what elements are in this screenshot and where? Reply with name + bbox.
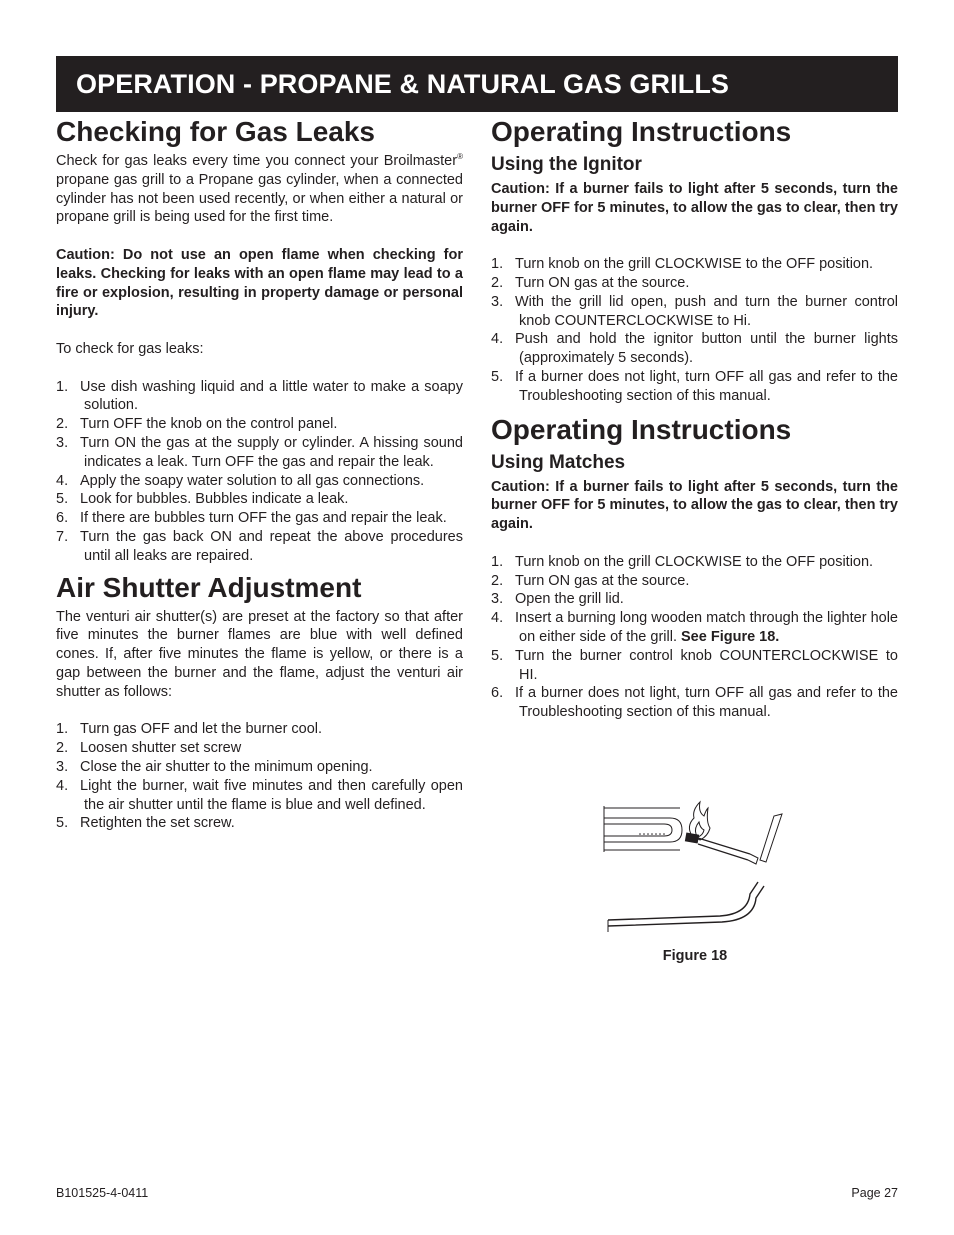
ignitor-subheading: Using the Ignitor — [491, 154, 642, 175]
air-shutter-heading: Air Shutter Adjustment — [56, 571, 362, 603]
ignitor-caution: Caution: If a burner fails to light after 5 seconds, turn the burner OFF for 5 minutes, to allow the gas to clear, then try again. — [491, 181, 898, 235]
matches-caution: Caution: If a burner fails to light after 5 seconds, turn the burner OFF for 5 minutes, to allow the gas to clear, then try again. — [491, 478, 898, 533]
list-item: 4. Light the burner, wait five minutes and then carefully open the air shutter until the flame is blue and well defined. — [56, 777, 463, 813]
list-item: 6. If there are bubbles turn OFF the gas and repair the leak. — [56, 510, 447, 527]
list-item: 1. Use dish washing liquid and a little water to make a soapy solution. — [56, 378, 463, 414]
matches-heading: Operating Instructions — [491, 413, 792, 445]
ignitor-steps — [491, 255, 898, 405]
list-item: 3. Turn ON the gas at the supply or cylinder. A hissing sound indicates a leak. Turn OFF the gas and repair the leak. — [56, 434, 463, 470]
left-column — [56, 114, 463, 833]
list-item: 5. Turn the burner control knob COUNTERCLOCKWISE to HI. — [491, 647, 898, 683]
list-item: 4. Apply the soapy water solution to all gas connections. — [56, 472, 425, 489]
document-id: B101525-4-0411 — [56, 1186, 149, 1200]
figure-caption: Figure 18 — [662, 948, 728, 964]
gas-leaks-caution: Caution: Do not use an open flame when checking for leaks. Checking for leaks with an open flame may lead to a fire or explosion, resulting in property damage or personal injury. — [56, 246, 463, 320]
list-item: 4. Insert a burning long wooden match through the lighter hole on either side of the grill. See Figure 18. — [491, 610, 898, 645]
list-item: 2. Turn ON gas at the source. — [491, 572, 690, 589]
list-item: 1. Turn knob on the grill CLOCKWISE to the OFF position. — [491, 553, 874, 570]
list-item: 3. With the grill lid open, push and turn the burner control knob COUNTERCLOCKWISE to Hi. — [491, 293, 898, 329]
section-banner: OPERATION - PROPANE & NATURAL GAS GRILLS — [56, 56, 898, 112]
list-item: 4. Push and hold the ignitor button until the burner lights (approximately 5 seconds). — [491, 331, 898, 367]
list-item: 2. Turn ON gas at the source. — [491, 274, 690, 291]
matches-subheading: Using Matches — [491, 451, 626, 473]
figure-reference: See Figure 18. — [681, 628, 780, 645]
air-shutter-intro: The venturi air shutter(s) are preset at the factory so that after five minutes the burner flames are blue with well defined cones. If, after five minutes the flame is yellow, or there is a gap between the burner and the flame, adjust the venturi air shutter as follows: — [56, 608, 463, 700]
list-item: 2. Loosen shutter set screw — [56, 740, 242, 757]
air-shutter-steps — [56, 720, 463, 833]
ignitor-heading: Operating Instructions — [491, 116, 792, 147]
gas-leaks-intro: Check for gas leaks every time you connect your Broilmaster® propane gas grill to a Propane gas cylinder, when a connected cylinder has not been used recently, or when either a natural or propane grill is being used for the first time. — [56, 152, 463, 226]
list-item: 5. If a burner does not light, turn OFF all gas and refer to the Troubleshooting section of this manual. — [491, 368, 898, 404]
list-item: 1. Turn gas OFF and let the burner cool. — [56, 721, 323, 738]
page-number: Page 27 — [851, 1186, 898, 1200]
list-item: 6. If a burner does not light, turn OFF all gas and refer to the Troubleshooting section of this manual. — [491, 685, 898, 721]
list-item: 5. Look for bubbles. Bubbles indicate a leak. — [56, 491, 349, 508]
match-lighting-illustration — [600, 800, 790, 940]
matches-steps — [491, 553, 898, 722]
gas-leaks-steps — [56, 378, 463, 566]
registered-mark: ® — [457, 152, 463, 162]
list-item: 3. Close the air shutter to the minimum opening. — [56, 758, 373, 775]
right-column — [491, 114, 898, 722]
gas-leaks-lead: To check for gas leaks: — [56, 340, 204, 357]
list-item: 7. Turn the gas back ON and repeat the above procedures until all leaks are repaired. — [56, 528, 463, 564]
gas-leaks-heading: Checking for Gas Leaks — [56, 116, 376, 147]
list-item: 1. Turn knob on the grill CLOCKWISE to the OFF position. — [491, 256, 874, 273]
list-item: 2. Turn OFF the knob on the control panel. — [56, 416, 338, 433]
list-item: 5. Retighten the set screw. — [56, 815, 235, 832]
list-item: 3. Open the grill lid. — [491, 591, 624, 608]
